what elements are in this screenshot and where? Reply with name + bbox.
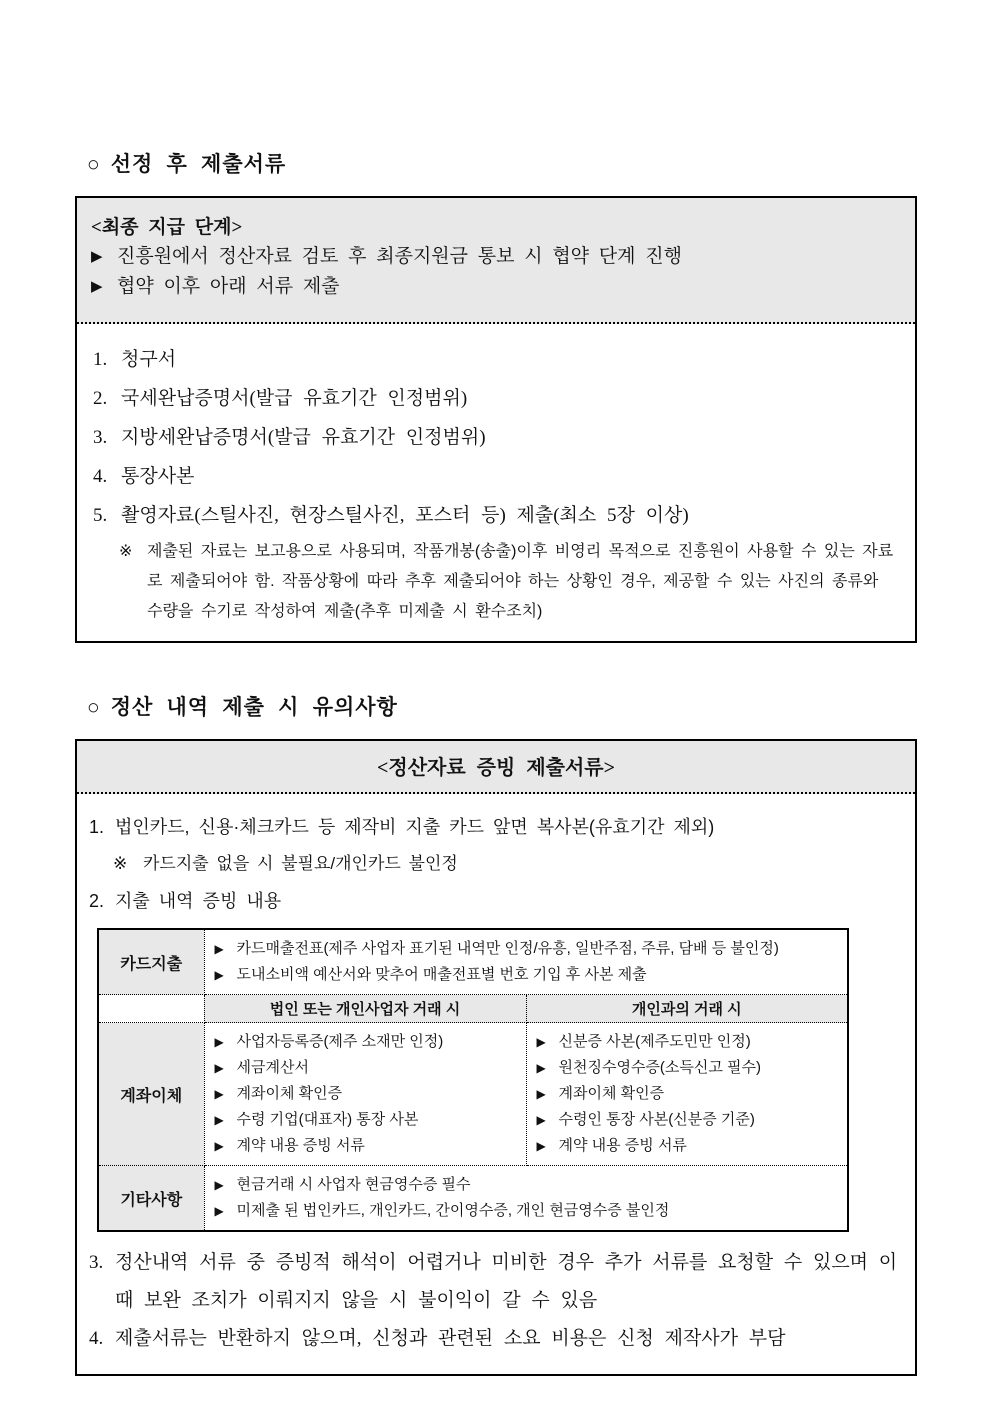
triangle-bullet-icon: ▶ [536,1087,546,1101]
box1-title: <최종 지급 단계> [91,217,243,238]
document-list-item [93,340,899,379]
table-bullet-text: 미제출 된 법인카드, 개인카드, 간이영수증, 개인 현금영수증 불인정 [236,1202,670,1219]
final-payment-stage-box-header [77,198,915,324]
table-bullet [215,1081,516,1107]
table-bullet [537,1107,838,1133]
triangle-bullet-icon: ▶ [536,1061,546,1075]
settlement-list-item [89,882,903,920]
triangle-bullet-icon: ▶ [214,1139,224,1153]
item-number: 1. [93,349,108,370]
section1-heading-text: 선정 후 제출서류 [110,152,287,176]
usage-note [119,537,899,627]
subheader-individual-transaction: 개인과의 거래 시 [526,995,848,1023]
triangle-bullet-icon: ▶ [214,968,224,982]
table-bullet [215,962,838,988]
settlement-evidence-box-body [77,794,915,1374]
item-number: 3. [89,1252,104,1273]
settlement-evidence-box [75,739,917,1376]
triangle-bullet-icon: ▶ [214,1035,224,1049]
table-bullet [537,1133,838,1159]
item-text: 법인카드, 신용·체크카드 등 제작비 지출 카드 앞면 복사본(유효기간 제외) [115,817,715,837]
document-list-item [93,418,899,457]
triangle-bullet-icon: ▶ [214,942,224,956]
card-expense-cell [204,929,848,995]
item-text: 제출서류는 반환하지 않으며, 신청과 관련된 소요 비용은 신청 제작사가 부담 [115,1328,786,1349]
item-number: 3. [93,427,108,448]
item-text: 청구서 [121,349,177,370]
table-bullet-text: 계약 내용 증빙 서류 [558,1137,687,1154]
table-bullet-text: 원천징수영수증(소득신고 필수) [558,1059,762,1076]
final-payment-stage-box [75,196,917,643]
table-bullet-text: 계좌이체 확인증 [558,1085,665,1102]
triangle-bullet-icon: ▶ [214,1061,224,1075]
triangle-bullet-icon: ▶ [91,279,103,295]
expense-evidence-table [97,928,849,1232]
item-text: 통장사본 [121,466,195,487]
item-number: 2. [93,388,108,409]
table-bullet [215,1198,838,1224]
triangle-bullet-icon: ▶ [214,1204,224,1218]
item-number: 4. [93,466,108,487]
reference-mark-icon: ※ [119,543,133,560]
item-number: 4. [89,1328,104,1349]
triangle-bullet-icon: ▶ [214,1113,224,1127]
box1-header-bullet [91,272,901,302]
table-row-subheaders [98,995,848,1023]
table-row-bank-transfer [98,1023,848,1166]
triangle-bullet-icon: ▶ [536,1139,546,1153]
box1-header-bullet-text: 협약 이후 아래 서류 제출 [117,276,340,297]
etc-cell [204,1166,848,1232]
section2-heading-text: 정산 내역 제출 시 유의사항 [110,695,398,719]
table-bullet-text: 수령 기업(대표자) 통장 사본 [236,1111,419,1128]
item-text: 지출 내역 증빙 내용 [115,891,282,911]
settlement-list-item [89,808,903,846]
document-list-item [93,496,899,535]
circle-list-marker-icon: ○ [87,695,101,719]
document-list-item [93,379,899,418]
table-row-card-expense [98,929,848,995]
section-settlement-notes [75,691,917,1376]
bank-transfer-business-cell [204,1023,526,1166]
bank-transfer-individual-cell [526,1023,848,1166]
triangle-bullet-icon: ▶ [536,1035,546,1049]
table-bullet [537,1029,838,1055]
section1-heading [87,148,917,178]
triangle-bullet-icon: ▶ [91,249,103,265]
subheader-business-transaction: 법인 또는 개인사업자 거래 시 [204,995,526,1023]
row-label-etc: 기타사항 [98,1166,204,1232]
box2-title: <정산자료 증빙 제출서류> [377,757,615,779]
usage-note-text: 제출된 자료는 보고용으로 사용되며, 작품개봉(송출)이후 비영리 목적으로 진흥원이 사용할 수 있는 자료로 제출되어야 함. 작품상황에 따라 추후 제출되어야 하는 상황인 경우, 제공할 수 있는 사진의 종류와 수량을 수기로 작성하여 제출(추후 미제출 시 환수조치) [147,543,894,620]
table-bullet-text: 도내소비액 예산서와 맞추어 매출전표별 번호 기입 후 사본 제출 [236,966,647,983]
item-text: 정산내역 서류 중 증빙적 해석이 어렵거나 미비한 경우 추가 서류를 요청할 수 있으며 이때 보완 조치가 이뤄지지 않을 시 불이익이 갈 수 있음 [115,1252,898,1311]
section2-heading [87,691,917,721]
table-bullet [215,1133,516,1159]
row-label-bank-transfer: 계좌이체 [98,1023,204,1166]
triangle-bullet-icon: ▶ [214,1178,224,1192]
table-bullet-text: 카드매출전표(제주 사업자 표기된 내역만 인정/유흥, 일반주점, 주류, 담배 등 불인정) [236,940,779,957]
table-bullet-text: 수령인 통장 사본(신분증 기준) [558,1111,755,1128]
table-bullet-text: 세금계산서 [236,1059,309,1076]
table-bullet-text: 사업자등록증(제주 소재만 인정) [236,1033,444,1050]
document-list-item [93,457,899,496]
section-post-selection-documents [75,148,917,643]
table-bullet [215,1107,516,1133]
box1-header-bullet [91,242,901,272]
item-text: 지방세완납증명서(발급 유효기간 인정범위) [121,427,486,448]
empty-corner-cell [98,995,204,1023]
reference-mark-icon: ※ [113,854,128,873]
item-number: 1. [89,817,105,837]
item-text: 촬영자료(스틸사진, 현장스틸사진, 포스터 등) 제출(최소 5장 이상) [121,505,689,526]
table-bullet-text: 신분증 사본(제주도민만 인정) [558,1033,751,1050]
card-expense-note [113,846,903,882]
settlement-list-item [89,1320,903,1358]
circle-list-marker-icon: ○ [87,152,101,176]
item-text: 국세완납증명서(발급 유효기간 인정범위) [121,388,468,409]
table-bullet-text: 계좌이체 확인증 [236,1085,343,1102]
table-bullet [537,1081,838,1107]
table-row-etc [98,1166,848,1232]
triangle-bullet-icon: ▶ [214,1087,224,1101]
table-bullet [537,1055,838,1081]
final-payment-stage-box-body [77,324,915,641]
table-bullet [215,1029,516,1055]
box1-header-bullet-text: 진흥원에서 정산자료 검토 후 최종지원금 통보 시 협약 단계 진행 [117,246,682,267]
row-label-card-expense: 카드지출 [98,929,204,995]
triangle-bullet-icon: ▶ [536,1113,546,1127]
settlement-evidence-box-header [77,741,915,794]
table-bullet [215,1055,516,1081]
table-bullet-text: 계약 내용 증빙 서류 [236,1137,365,1154]
item-number: 2. [89,891,105,911]
item-number: 5. [93,505,108,526]
table-bullet [215,936,838,962]
table-bullet [215,1172,838,1198]
card-expense-note-text: 카드지출 없을 시 불필요/개인카드 불인정 [143,854,458,873]
table-bullet-text: 현금거래 시 사업자 현금영수증 필수 [236,1176,471,1193]
settlement-list-item [89,1244,903,1320]
